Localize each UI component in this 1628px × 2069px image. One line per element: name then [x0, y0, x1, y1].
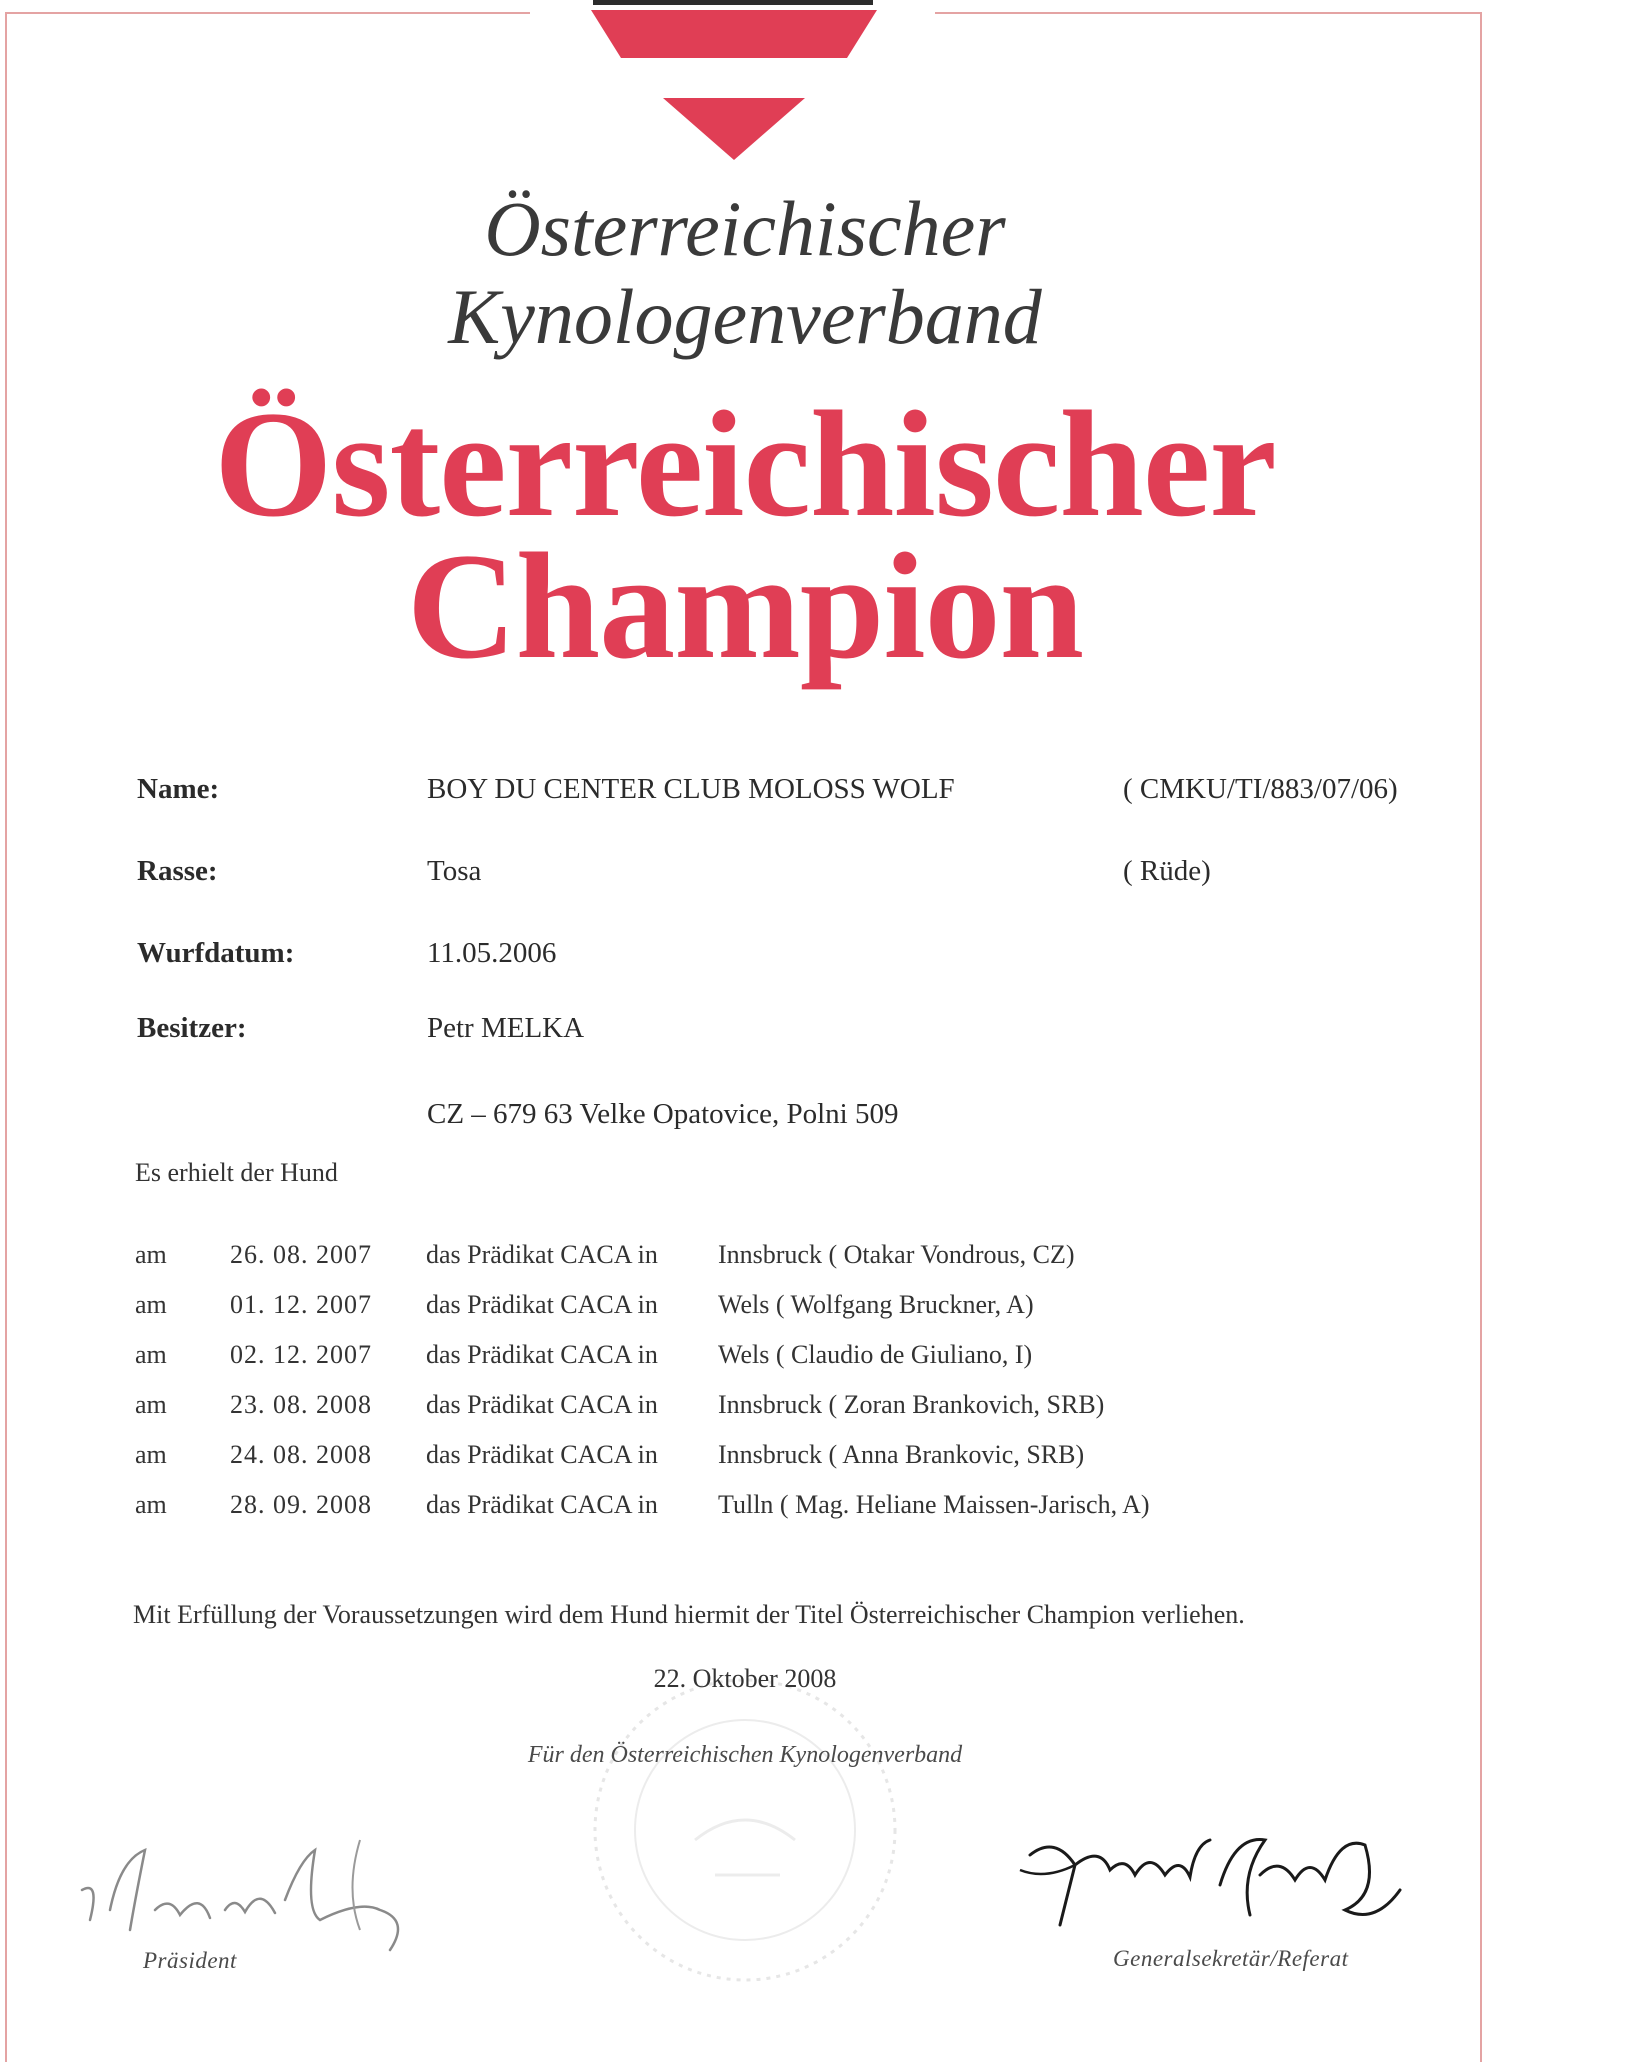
award-date: 01. 12. 2007 [230, 1290, 372, 1319]
award-row [0, 1440, 1480, 1480]
award-am: am [135, 1340, 167, 1369]
award-place: Innsbruck ( Anna Brankovic, SRB) [718, 1440, 1085, 1469]
award-date: 26. 08. 2007 [230, 1240, 372, 1269]
birth-date-label: Wurfdatum: [137, 937, 295, 969]
certificate-title-line1: Österreichischer [214, 380, 1276, 548]
frame-border-top-right [935, 12, 1482, 14]
breed-label: Rasse: [137, 855, 218, 887]
award-date: 24. 08. 2008 [230, 1440, 372, 1469]
award-place: Wels ( Wolfgang Bruckner, A) [718, 1290, 1034, 1319]
frame-border-top-left [5, 12, 530, 14]
award-place: Innsbruck ( Otakar Vondrous, CZ) [718, 1240, 1075, 1269]
award-row [0, 1240, 1480, 1280]
award-predicate: das Prädikat CACA in [426, 1240, 658, 1269]
owner-name: Petr MELKA [427, 1012, 585, 1044]
closing-statement: Mit Erfüllung der Voraussetzungen wird dem Hund hiermit der Titel Österreichischer Champion verliehen. [133, 1600, 1245, 1629]
award-predicate: das Prädikat CACA in [426, 1490, 658, 1519]
org-name-line2: Kynologenverband [448, 273, 1042, 360]
award-predicate: das Prädikat CACA in [426, 1390, 658, 1419]
award-predicate: das Prädikat CACA in [426, 1440, 658, 1469]
award-date: 28. 09. 2008 [230, 1490, 372, 1519]
austrian-flag-emblem-icon [585, 0, 885, 170]
certificate-title-line2: Champion [406, 522, 1084, 690]
award-row [0, 1340, 1480, 1380]
birth-date-value: 11.05.2006 [427, 937, 557, 969]
president-signature [60, 1800, 490, 1970]
award-date: 02. 12. 2007 [230, 1340, 372, 1369]
secretary-signature [1015, 1795, 1415, 1965]
award-row [0, 1290, 1480, 1330]
secretary-role-label: Generalsekretär/Referat [1113, 1946, 1349, 1971]
owner-address: CZ – 679 63 Velke Opatovice, Polni 509 [427, 1098, 899, 1130]
owner-label: Besitzer: [137, 1012, 247, 1044]
awards-intro: Es erhielt der Hund [135, 1158, 338, 1187]
award-am: am [135, 1240, 167, 1269]
breed-value: Tosa [427, 855, 482, 887]
registration-number: ( CMKU/TI/883/07/06) [1123, 773, 1398, 805]
award-am: am [135, 1390, 167, 1419]
award-am: am [135, 1490, 167, 1519]
award-predicate: das Prädikat CACA in [426, 1340, 658, 1369]
president-role-label: Präsident [143, 1948, 237, 1973]
award-place: Innsbruck ( Zoran Brankovich, SRB) [718, 1390, 1105, 1419]
award-row [0, 1390, 1480, 1430]
org-name-line1: Österreichischer [484, 185, 1006, 272]
award-predicate: das Prädikat CACA in [426, 1290, 658, 1319]
award-am: am [135, 1290, 167, 1319]
issuer-line: Für den Österreichischen Kynologenverband [527, 1742, 963, 1768]
sex-value: ( Rüde) [1123, 855, 1211, 887]
name-label: Name: [137, 773, 220, 805]
award-date: 23. 08. 2008 [230, 1390, 372, 1419]
award-am: am [135, 1440, 167, 1469]
issue-date: 22. Oktober 2008 [653, 1664, 837, 1693]
dog-name: BOY DU CENTER CLUB MOLOSS WOLF [427, 773, 955, 805]
club-seal-icon [565, 1660, 925, 2000]
award-place: Wels ( Claudio de Giuliano, I) [718, 1340, 1033, 1369]
award-place: Tulln ( Mag. Heliane Maissen-Jarisch, A) [718, 1490, 1150, 1519]
award-row [0, 1490, 1480, 1530]
